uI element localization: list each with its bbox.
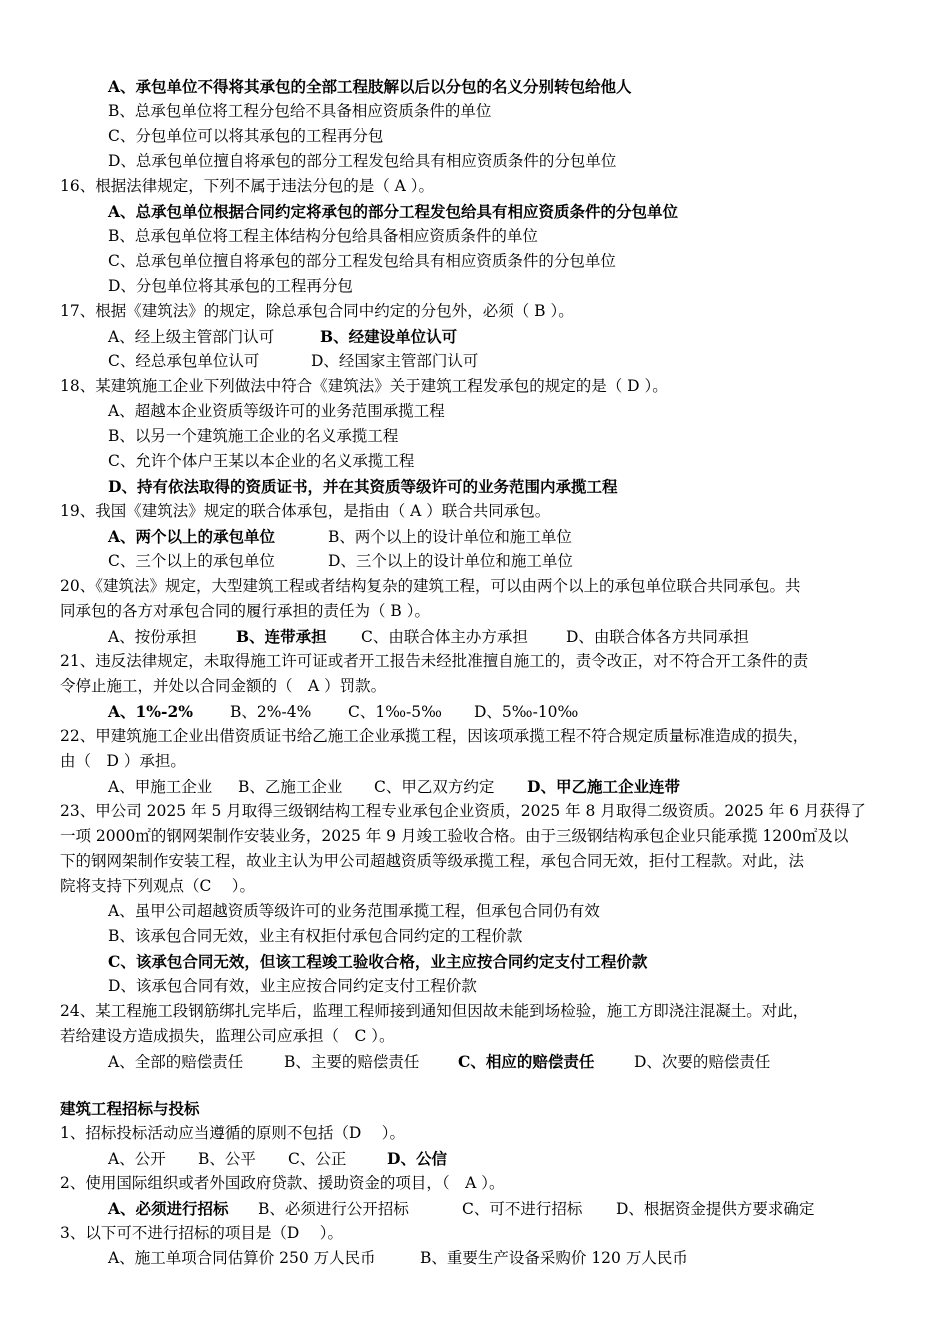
q19-option-c: C、三个以上的承包单位 [108,552,275,570]
q18-option-c: C、允许个体户王某以本企业的名义承揽工程 [108,452,415,470]
q16-option-a: A、总承包单位根据合同约定将承包的部分工程发包给具有相应资质条件的分包单位 [108,202,679,221]
s2-stem: 2、使用国际组织或者外国政府贷款、援助资金的项目，（ A ）。 [60,1174,505,1192]
q20-options [108,624,890,649]
section-title: 建筑工程招标与投标 [60,1099,200,1118]
q16-stem: 16、根据法律规定，下列不属于违法分包的是（ A ）。 [60,177,435,195]
q20-option-d: D、由联合体各方共同承担 [566,628,749,646]
s3-options [108,1246,890,1271]
q17-option-d: D、经国家主管部门认可 [311,352,479,370]
q19-options-row1 [108,524,890,549]
q23-option-c: C、该承包合同无效，但该工程竣工验收合格，业主应按合同约定支付工程价款 [108,952,648,971]
q16-option-b: B、总承包单位将工程主体结构分包给具备相应资质条件的单位 [108,227,538,245]
s2-option-c: C、可不进行招标 [462,1200,583,1218]
q21-stem-line2: 令停止施工，并处以合同金额的（ A ）罚款。 [60,677,387,695]
q17-option-b: B、经建设单位认可 [320,327,458,346]
s1-option-a: A、公开 [108,1150,166,1168]
q22-option-a: A、甲施工企业 [108,778,213,796]
q15-option-b: B、总承包单位将工程分包给不具备相应资质条件的单位 [108,102,492,120]
q15-option-a: A、承包单位不得将其承包的全部工程肢解以后以分包的名义分别转包给他人 [108,77,632,96]
q15-option-c: C、分包单位可以将其承包的工程再分包 [108,127,384,145]
q22-option-c: C、甲乙双方约定 [374,778,495,796]
q23-option-b: B、该承包合同无效，业主有权拒付承包合同约定的工程价款 [108,927,523,945]
q21-option-d: D、5‰-10‰ [474,703,579,721]
s2-option-b: B、必须进行公开招标 [258,1200,409,1218]
q20-option-b: B、连带承担 [236,627,327,646]
q19-option-d: D、三个以上的设计单位和施工单位 [328,552,573,570]
s1-option-c: C、公正 [288,1150,347,1168]
s3-stem: 3、以下可不进行招标的项目是（D ）。 [60,1224,343,1242]
q24-option-a: A、全部的赔偿责任 [108,1053,244,1071]
s1-option-d: D、公信 [387,1149,447,1168]
q20-option-a: A、按份承担 [108,628,197,646]
q19-option-b: B、两个以上的设计单位和施工单位 [328,528,572,546]
q17-stem: 17、根据《建筑法》的规定，除总承包合同中约定的分包外，必须（ B ）。 [60,302,574,320]
q21-option-c: C、1‰-5‰ [348,703,442,721]
q22-options [108,774,890,799]
q21-stem-line1: 21、违反法律规定，未取得施工许可证或者开工报告未经批准擅自施工的，责令改正，对不符合开工条件的责 [60,652,809,670]
s2-option-d: D、根据资金提供方要求确定 [616,1200,815,1218]
q18-option-b: B、以另一个建筑施工企业的名义承揽工程 [108,427,399,445]
q24-option-d: D、次要的赔偿责任 [634,1053,771,1071]
q22-option-b: B、乙施工企业 [238,778,343,796]
s1-options [108,1146,890,1171]
q21-options [108,699,890,724]
q16-option-d: D、分包单位将其承包的工程再分包 [108,277,353,295]
q19-option-a: A、两个以上的承包单位 [108,527,276,546]
q20-stem-line1: 20、《建筑法》规定，大型建筑工程或者结构复杂的建筑工程，可以由两个以上的承包单位联合共同承包。共 [60,577,801,595]
q24-option-c: C、相应的赔偿责任 [458,1052,595,1071]
s1-option-b: B、公平 [198,1150,256,1168]
q23-option-a: A、虽甲公司超越资质等级许可的业务范围承揽工程，但承包合同仍有效 [108,902,600,920]
q17-options-row2 [108,349,890,374]
q24-option-b: B、主要的赔偿责任 [284,1053,420,1071]
q23-stem-line3: 下的钢网架制作安装工程，故业主认为甲公司超越资质等级承揽工程，承包合同无效，拒付工程款。对此，法 [60,852,805,870]
q15-option-d: D、总承包单位擅自将承包的部分工程发包给具有相应资质条件的分包单位 [108,152,617,170]
q23-stem-line2: 一项 2000㎡的钢网架制作安装业务，2025 年 9 月竣工验收合格。由于三级钢结构承包企业只能承揽 1200㎡及以 [60,827,849,845]
q17-option-c: C、经总承包单位认可 [108,352,260,370]
q23-stem-line4: 院将支持下列观点（C ）。 [60,877,256,895]
q18-stem: 18、某建筑施工企业下列做法中符合《建筑法》关于建筑工程发承包的规定的是（ D ）。 [60,377,668,395]
q17-option-a: A、经上级主管部门认可 [108,328,275,346]
q20-stem-line2: 同承包的各方对承包合同的履行承担的责任为（ B ）。 [60,602,430,620]
s3-option-b: B、重要生产设备采购价 120 万人民币 [420,1249,688,1267]
q21-option-a: A、1%-2% [108,702,193,721]
q23-stem-line1: 23、甲公司 2025 年 5 月取得三级钢结构工程专业承包企业资质，2025 年 8 月取得二级资质。2025 年 6 月获得了 [60,802,866,820]
q19-options-row2 [108,549,890,574]
q23-option-d: D、该承包合同有效，业主应按合同约定支付工程价款 [108,977,477,995]
s3-option-a: A、施工单项合同估算价 250 万人民币 [108,1249,376,1267]
s1-stem: 1、招标投标活动应当遵循的原则不包括（D ）。 [60,1124,405,1142]
q24-options [108,1049,890,1074]
q16-option-c: C、总承包单位擅自将承包的部分工程发包给具有相应资质条件的分包单位 [108,252,616,270]
q18-option-d: D、持有依法取得的资质证书，并在其资质等级许可的业务范围内承揽工程 [108,477,618,496]
q24-stem-line2: 若给建设方造成损失，监理公司应承担（ C ）。 [60,1027,395,1045]
q17-options-row1 [108,324,890,349]
q22-stem-line2: 由（ D ）承担。 [60,752,186,770]
q18-option-a: A、超越本企业资质等级许可的业务范围承揽工程 [108,402,445,420]
q21-option-b: B、2%-4% [230,703,312,721]
q22-option-d: D、甲乙施工企业连带 [527,777,680,796]
q24-stem-line1: 24、某工程施工段钢筋绑扎完毕后，监理工程师接到通知但因故未能到场检验，施工方即浇注混凝土。对此， [60,1002,809,1020]
q22-stem-line1: 22、甲建筑施工企业出借资质证书给乙施工企业承揽工程，因该项承揽工程不符合规定质量标准造成的损失， [60,727,809,745]
q19-stem: 19、我国《建筑法》规定的联合体承包，是指由（ A ）联合共同承包。 [60,502,551,520]
s2-option-a: A、必须进行招标 [108,1199,229,1218]
s2-options [108,1196,890,1221]
q20-option-c: C、由联合体主办方承担 [361,628,528,646]
